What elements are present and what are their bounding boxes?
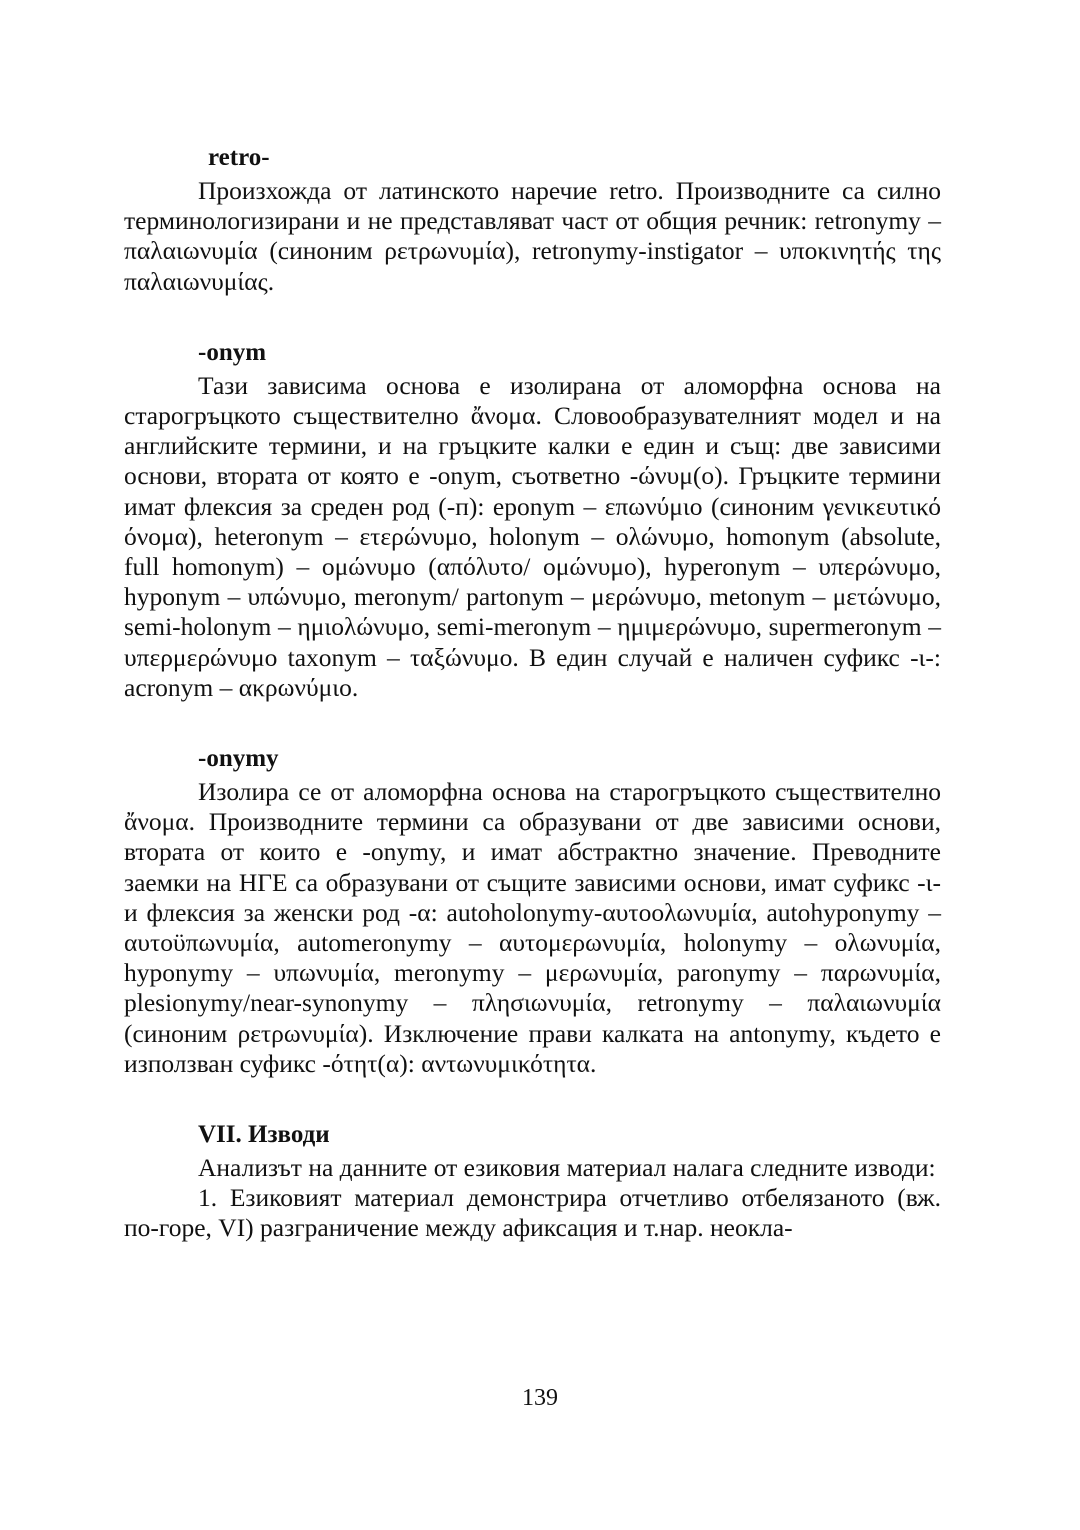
page-body [124,140,941,1244]
spacer [124,297,941,335]
section-paragraph: Анализът на данните от езиковия материал налага следните изводи: [198,1153,936,1183]
numbered-paragraph: 1. Езиковият материал демонстрира отчетливо отбелязаното (вж. по-горе, VI) разграничение между афиксация и т.нар. неокла- [124,1183,941,1243]
section-conclusions [124,1117,941,1244]
section-retro [124,140,941,297]
section-heading: -onymy [198,745,279,773]
section-paragraph: Тази зависима основа е изолирана от аломорфна основа на старогръцкото съществително ἄνομα. Словообразувателният модел и на английските термини, и на гръцките калки е един и същ: две зависими основи, втората от която е -onym, съответно -ώνυμ(ο). Гръцките термини имат флексия за среден род (-п): eponym – επωνύμιο (синоним γενικευτικό όνομα), heteronym – ετερώνυμο, holonym – ολώνυμο, homonym (absolute, full homonym) – ομώνυμο (απόλυτο/ ομώνυμο), hyperonym – υπερώνυμο, hyponym – υπώνυμο, meronym/ partonym – μερώνυμο, metonym – μετώνυμο, semi-holonym – ημιολώνυμο, semi-meronym – ημιμερώνυμο, supermeronym – υπερμερώνυμο taxonym – ταξώνυμο. В един случай е наличен суфикс -ι-: acronym – ακρωνύμιο. [124,370,941,702]
spacer [124,703,941,741]
spacer [124,1079,941,1117]
section-paragraph: Изолира се от аломорфна основа на старогръцкото съществително ἄνομα. Производните термини са образувани от две зависими основи, втората от които е -onymy, и имат абстрактно значение. Преводните заемки на НГЕ са образувани от същите зависими основи, имат суфикс -ι- и флексия за женски род -α: autoholonymy-αυτοολωνυμία, autohyponymy – αυτοϋπωνυμία, automeronymy – αυτομερωνυμία, holonymy – ολωνυμία, hyponymy – υπωνυμία, meronymy – μερωνυμία, paronymy – παρωνυμία, plesionymy/near-synonymy – πλησιωνυμία, retronymy – παλαιωνυμία (синоним ρετρωνυμία). Изключение прави калката на antonymy, където е използван суфикс -ότητ(α): αντωνυμικότητα. [124,777,941,1078]
page-number: 139 [522,1385,558,1411]
section-paragraph: Произхожда от латинското наречие retro. Производните са силно терминологизирани и не представляват част от общия речник: retronymy – παλαιωνυμία (синоним ρετρωνυμία), retronymy-instigator – υποκινητής της παλαιωνυμίας. [124,176,941,296]
section-heading: retro- [208,144,270,171]
section-onym [124,335,941,703]
section-heading: -onym [198,338,267,366]
section-heading: VII. Изводи [198,1121,330,1149]
section-onymy [124,741,941,1079]
